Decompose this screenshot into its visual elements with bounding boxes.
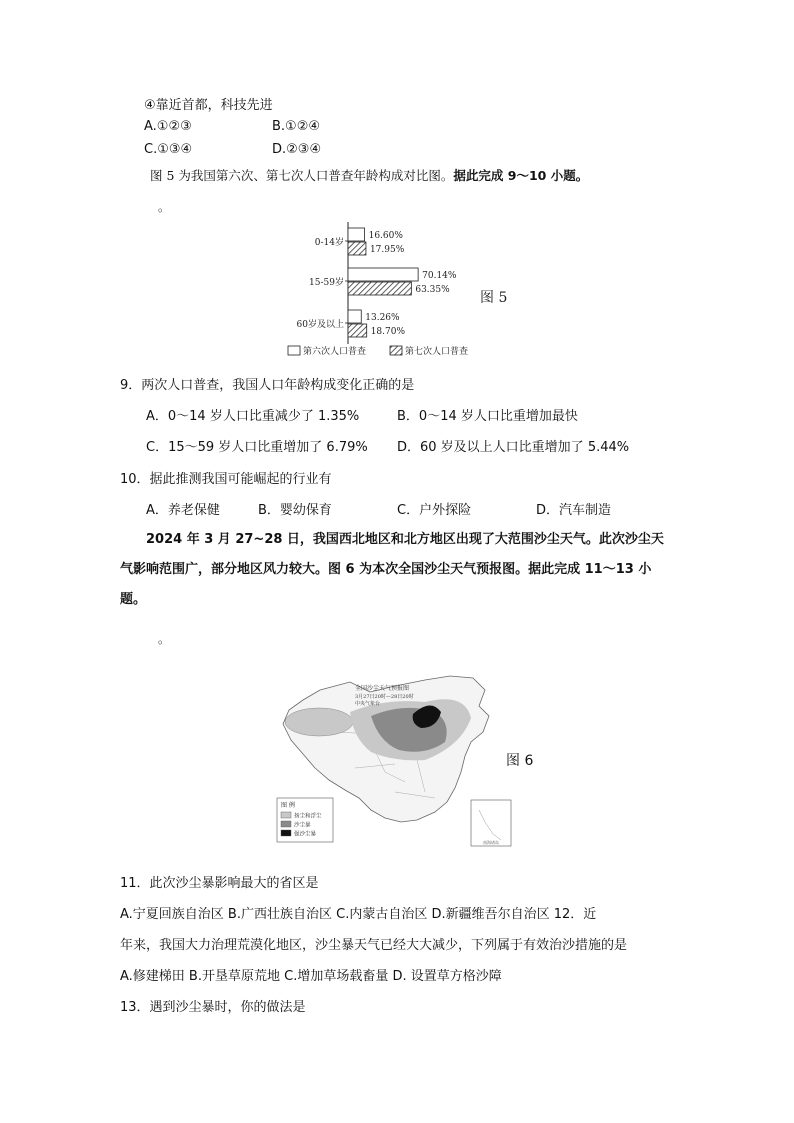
- map-title-2: 3月27日20时—28日20时: [355, 694, 414, 700]
- chart-data-label: 63.35%: [415, 285, 450, 295]
- q8-option-4-text: ④靠近首都，科技先进: [144, 98, 273, 113]
- q8-option-b: B.①②④: [272, 119, 321, 134]
- map-legend-swatch: [281, 830, 291, 836]
- q13-stem: 13．遇到沙尘暴时，你的做法是: [120, 1000, 306, 1015]
- figure-5-label: 图 5: [480, 290, 508, 306]
- map-legend-title: 图 例: [281, 802, 295, 809]
- dust-forecast-map: [275, 672, 525, 852]
- intro-11-13-line3: 题。: [120, 592, 147, 607]
- q11-stem: 11．此次沙尘暴影响最大的省区是: [120, 876, 319, 891]
- bar-sixth-census: [348, 228, 365, 241]
- q11-options: A.宁夏回族自治区 B.广西壮族自治区 C.内蒙古自治区 D.新疆维吾尔自治区 12．近: [120, 907, 597, 922]
- q9-option-c: C．15～59 岁人口比重增加了 6.79%: [146, 440, 368, 455]
- map-title-3: 中央气象台: [355, 701, 381, 707]
- intro-11-13-line1: 2024 年 3 月 27~28 日，我国西北地区和北方地区出现了大范围沙尘天气。此次沙尘天: [146, 532, 664, 547]
- map-legend-swatch: [281, 821, 291, 827]
- stray-dot: 。: [158, 200, 171, 214]
- q9-option-a: A．0～14 岁人口比重减少了 1.35%: [146, 409, 360, 424]
- q8-option-d: D.②③④: [272, 142, 322, 157]
- q12-stem: 年来，我国大力治理荒漠化地区，沙尘暴天气已经大大减少，下列属于有效治沙措施的是: [120, 938, 628, 953]
- bar-sixth-census: [348, 310, 361, 323]
- legend-label-sixth: 第六次人口普查: [303, 347, 367, 357]
- map-legend-label: 强沙尘暴: [294, 831, 317, 838]
- chart-data-label: 70.14%: [422, 271, 457, 281]
- q10-option-b: B．婴幼保育: [258, 503, 332, 518]
- map-title-1: 全国沙尘天气预报图: [355, 685, 410, 692]
- inset-label: 南海诸岛: [483, 840, 499, 845]
- map-legend-swatch: [281, 812, 291, 818]
- q10-option-c: C．户外探险: [397, 503, 472, 518]
- map-legend-label: 扬尘和浮尘: [294, 813, 322, 820]
- bar-seventh-census: [348, 324, 367, 337]
- q12-options: A.修建梯田 B.开垦草原荒地 C.增加草场载畜量 D. 设置草方格沙障: [120, 969, 502, 984]
- q10-option-d: D．汽车制造: [536, 503, 612, 518]
- q9-stem: 9．两次人口普查，我国人口年龄构成变化正确的是: [120, 378, 415, 393]
- bar-seventh-census: [348, 242, 366, 255]
- q8-option-c: C.①③④: [144, 142, 193, 157]
- bar-seventh-census: [348, 282, 411, 295]
- chart-category-label: 0-14岁: [314, 238, 344, 248]
- stray-dot-2: 。: [158, 632, 171, 646]
- intro-9-10: [150, 166, 588, 184]
- legend-swatch-seventh: [390, 346, 402, 355]
- legend-swatch-sixth: [288, 346, 300, 355]
- chart-data-label: 16.60%: [368, 231, 403, 241]
- q8-option-a: A.①②③: [144, 119, 192, 134]
- q9-option-d: D．60 岁及以上人口比重增加了 5.44%: [397, 440, 630, 455]
- intro-9-10-instruction: 据此完成 9～10 小题。: [453, 168, 589, 183]
- legend-label-seventh: 第七次人口普查: [405, 347, 469, 357]
- chart-data-label: 13.26%: [365, 313, 400, 323]
- chart-data-label: 18.70%: [370, 327, 406, 337]
- q9-option-b: B．0～14 岁人口比重增加最快: [397, 409, 578, 424]
- intro-11-13-line2: 气影响范围广，部分地区风力较大。图 6 为本次全国沙尘天气预报图。据此完成 11～13 小: [120, 562, 652, 577]
- q10-stem: 10．据此推测我国可能崛起的行业有: [120, 472, 332, 487]
- bar-sixth-census: [348, 268, 418, 281]
- chart-data-label: 17.95%: [369, 245, 405, 255]
- chart-category-label: 60岁及以上: [296, 320, 344, 330]
- q10-option-a: A．养老保健: [146, 503, 220, 518]
- dust-area-west: [285, 708, 353, 736]
- chart-category-label: 15-59岁: [309, 278, 344, 288]
- intro-9-10-text: 图 5 为我国第六次、第七次人口普查年龄构成对比图。: [150, 168, 454, 183]
- figure-6-label: 图 6: [506, 753, 534, 769]
- map-legend-label: 沙尘暴: [294, 822, 311, 829]
- population-age-chart: [280, 220, 540, 370]
